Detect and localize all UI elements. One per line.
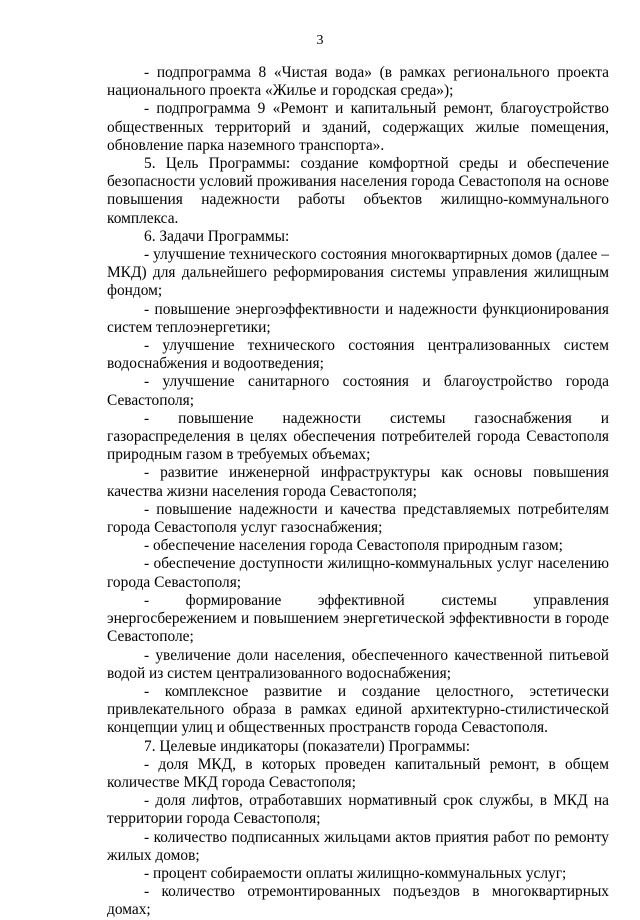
list-item-task: - улучшение технического состояния централизованных систем водоснабжения и водоотведения;: [107, 337, 609, 373]
list-item-task: - развитие инженерной инфраструктуры как основы повышения качества жизни населения города Севастополя;: [107, 464, 609, 500]
list-item-task: - повышение энергоэффективности и надежности функционирования систем теплоэнергетики;: [107, 300, 609, 336]
list-item-task: - улучшение технического состояния многоквартирных домов (далее – МКД) для дальнейшего реформирования системы управления жилищным фондом;: [107, 246, 609, 300]
list-item-indicator: - количество подписанных жильцами актов приятия работ по ремонту жилых домов;: [107, 828, 609, 864]
list-item-task: - повышение надежности и качества представляемых потребителям города Севастополя услуг газоснабжения;: [107, 500, 609, 537]
list-item-task: - увеличение доли населения, обеспеченного качественной питьевой водой из систем централизованного водоснабжения;: [107, 646, 609, 682]
list-item-task: - формирование эффективной системы управления энергосбережением и повышением энергетической эффективности в городе Севастополе;: [107, 591, 609, 646]
page-number: 3: [316, 33, 324, 48]
heading-target-indicators: 7. Целевые индикаторы (показатели) Программы:: [144, 737, 470, 755]
paragraph-subprogram-8: - подпрограмма 8 «Чистая вода» (в рамках регионального проекта национального проекта «Жилье и городская среда»);: [107, 64, 609, 100]
list-item-indicator: - количество отремонтированных подъездов в многоквартирных домах;: [107, 883, 609, 919]
document-body: [107, 64, 609, 920]
paragraph-subprogram-9: - подпрограмма 9 «Ремонт и капитальный ремонт, благоустройство общественных территорий и зданий, содержащих жилые помещения, обновление парка наземного транспорта».: [107, 100, 609, 154]
list-item-indicator: - процент собираемости оплаты жилищно-коммунальных услуг;: [144, 864, 567, 882]
list-item-task: - обеспечение населения города Севастополя природным газом;: [144, 537, 563, 555]
list-item-task: - обеспечение доступности жилищно-коммунальных услуг населению города Севастополя;: [107, 555, 609, 591]
list-item-task: - комплексное развитие и создание целостного, эстетически привлекательного образа в рамках единой архитектурно-стилистической концепции улиц и общественных пространств города Севастополя.: [107, 682, 609, 737]
heading-program-tasks: 6. Задачи Программы:: [144, 227, 290, 245]
list-item-indicator: - доля лифтов, отработавших нормативный срок службы, в МКД на территории города Севастополя;: [107, 792, 609, 828]
list-item-task: - повышение надежности системы газоснабжения и газораспределения в целях обеспечения потребителей города Севастополя природным газом в требуемых объемах;: [107, 409, 609, 464]
paragraph-program-goal: 5. Цель Программы: создание комфортной среды и обеспечение безопасности условий проживания населения города Севастополя на основе повышения надежности работы объектов жилищно-коммунального комплекса.: [107, 155, 609, 227]
list-item-indicator: - доля МКД, в которых проведен капитальный ремонт, в общем количестве МКД города Севастополя;: [107, 755, 609, 791]
list-item-task: - улучшение санитарного состояния и благоустройство города Севастополя;: [107, 373, 609, 409]
